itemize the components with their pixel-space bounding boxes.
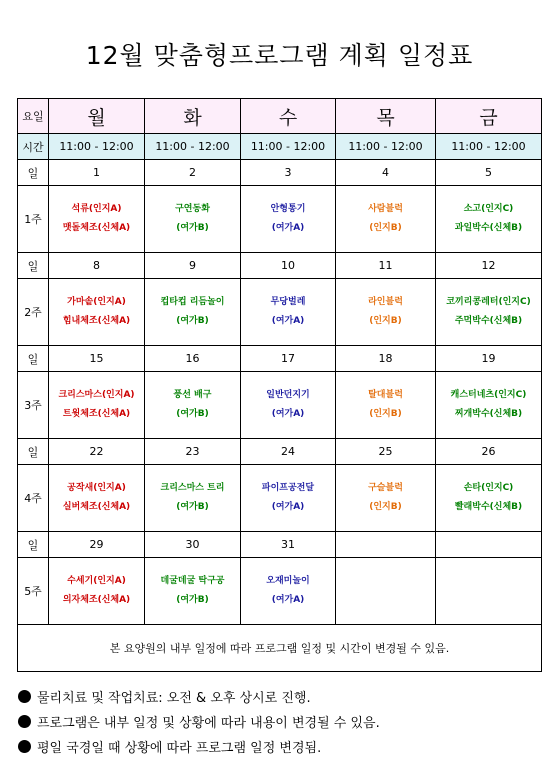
activity-cell	[49, 186, 145, 253]
time-row	[18, 134, 542, 160]
schedule-note: 본 요양원의 내부 일정에 따라 프로그램 일정 및 시간이 변경될 수 있음.	[18, 625, 542, 672]
activity-line: (여가B)	[176, 316, 209, 326]
time-label: 시간	[18, 134, 49, 160]
date-cell: 5	[436, 160, 542, 186]
activity-line: 의자체조(신체A)	[62, 595, 131, 605]
page-title: 12월 맞춤형프로그램 계획 일정표	[85, 41, 474, 70]
activity-line: 캐스터네츠(인지C)	[450, 390, 527, 400]
date-row	[18, 532, 542, 558]
date-cell: 17	[241, 346, 336, 372]
week-row	[18, 186, 542, 253]
date-cell: 4	[336, 160, 436, 186]
time-cell: 11:00 - 12:00	[436, 134, 542, 160]
activity-line: 주먹박수(신체B)	[454, 316, 523, 326]
date-cell: 19	[436, 346, 542, 372]
activity-line: 소고(인지C)	[463, 204, 514, 214]
activity-line: (인지B)	[369, 409, 402, 419]
activity-cell	[145, 279, 241, 346]
activity-cell	[241, 465, 336, 532]
activity-line: 실버체조(신체A)	[62, 502, 131, 512]
date-label: 일	[18, 253, 49, 279]
date-cell: 11	[336, 253, 436, 279]
activity-line: 무당벌레	[270, 297, 306, 307]
time-cell: 11:00 - 12:00	[145, 134, 241, 160]
activity-line: 컵타컵 리듬놀이	[160, 297, 225, 307]
date-row	[18, 253, 542, 279]
date-cell: 26	[436, 439, 542, 465]
activity-line: (여가B)	[176, 502, 209, 512]
day-label: 요일	[18, 99, 49, 134]
activity-line: (여가A)	[271, 223, 305, 233]
day-tue: 화	[145, 99, 241, 134]
date-cell	[336, 532, 436, 558]
activity-line: (여가B)	[176, 409, 209, 419]
activity-line: 안형통기	[270, 204, 306, 214]
date-cell: 15	[49, 346, 145, 372]
date-cell: 23	[145, 439, 241, 465]
activity-line: (여가A)	[271, 595, 305, 605]
activity-line: 오재미놀이	[266, 576, 310, 586]
activity-line: 데굴데굴 탁구공	[160, 576, 225, 586]
note-item	[18, 711, 380, 736]
activity-line: (여가B)	[176, 223, 209, 233]
activity-cell	[436, 186, 542, 253]
activity-line: (인지B)	[369, 223, 402, 233]
activity-line: 과일박수(신체B)	[454, 223, 523, 233]
note-item	[18, 686, 380, 711]
activity-line: 코끼리콩레터(인지C)	[446, 297, 531, 307]
activity-cell	[436, 372, 542, 439]
date-cell: 18	[336, 346, 436, 372]
day-header-row	[18, 99, 542, 134]
time-cell: 11:00 - 12:00	[336, 134, 436, 160]
activity-cell	[145, 465, 241, 532]
week-label: 3주	[18, 372, 49, 439]
activity-line: 찌개박수(신체B)	[454, 409, 523, 419]
day-wed: 수	[241, 99, 336, 134]
activity-cell	[49, 372, 145, 439]
date-label: 일	[18, 346, 49, 372]
date-cell: 30	[145, 532, 241, 558]
bullet-icon	[18, 690, 31, 703]
activity-cell	[49, 558, 145, 625]
week-row	[18, 558, 542, 625]
activity-line: (여가B)	[176, 595, 209, 605]
activity-line: 트윗체조(신체A)	[62, 409, 131, 419]
note-text: 물리치료 및 작업치료: 오전 & 오후 상시로 진행.	[37, 691, 311, 706]
date-cell: 16	[145, 346, 241, 372]
date-row	[18, 160, 542, 186]
note-row	[18, 625, 542, 672]
week-row	[18, 372, 542, 439]
time-cell: 11:00 - 12:00	[49, 134, 145, 160]
bullet-icon	[18, 715, 31, 728]
activity-line: 힘내체조(신체A)	[62, 316, 131, 326]
schedule-table	[17, 98, 542, 672]
activity-cell	[145, 186, 241, 253]
activity-line: 크리스마스 트리	[160, 483, 225, 493]
activity-line: 파이프공전달	[261, 483, 315, 493]
date-cell: 25	[336, 439, 436, 465]
activity-cell	[241, 558, 336, 625]
activity-cell	[49, 279, 145, 346]
activity-line: 구연동화	[175, 204, 210, 214]
note-item	[18, 736, 380, 761]
activity-cell	[436, 465, 542, 532]
activity-cell	[436, 279, 542, 346]
activity-cell	[241, 372, 336, 439]
date-cell: 31	[241, 532, 336, 558]
week-label: 5주	[18, 558, 49, 625]
activity-line: 맷돌체조(신체A)	[62, 223, 131, 233]
date-cell: 9	[145, 253, 241, 279]
activity-cell	[336, 186, 436, 253]
date-row	[18, 439, 542, 465]
note-text: 평일 국경일 때 상황에 따라 프로그램 일정 변경됨.	[37, 741, 322, 756]
activity-cell	[145, 558, 241, 625]
activity-line: 사람블럭	[368, 204, 403, 214]
date-label: 일	[18, 439, 49, 465]
activity-cell	[336, 558, 436, 625]
date-cell: 1	[49, 160, 145, 186]
activity-line: 크리스마스(인지A)	[58, 390, 135, 400]
activity-line: 가마솥(인지A)	[67, 297, 126, 307]
activity-cell	[49, 465, 145, 532]
activity-line: 빨래박수(신체B)	[454, 502, 523, 512]
activity-line: (여가A)	[271, 502, 305, 512]
activity-cell	[336, 372, 436, 439]
date-cell: 8	[49, 253, 145, 279]
activity-cell	[436, 558, 542, 625]
note-text: 프로그램은 내부 일정 및 상황에 따라 내용이 변경될 수 있음.	[37, 716, 380, 731]
date-cell: 2	[145, 160, 241, 186]
activity-cell	[336, 279, 436, 346]
day-mon: 월	[49, 99, 145, 134]
week-row	[18, 279, 542, 346]
activity-cell	[241, 186, 336, 253]
date-label: 일	[18, 160, 49, 186]
date-cell: 12	[436, 253, 542, 279]
date-row	[18, 346, 542, 372]
date-cell: 22	[49, 439, 145, 465]
week-label: 4주	[18, 465, 49, 532]
date-cell: 29	[49, 532, 145, 558]
activity-line: 라인블럭	[368, 297, 403, 307]
activity-line: 구슬블럭	[368, 483, 403, 493]
notes-list	[18, 686, 380, 761]
bullet-icon	[18, 740, 31, 753]
activity-line: (여가A)	[271, 409, 305, 419]
week-label: 1주	[18, 186, 49, 253]
activity-line: 탈대블럭	[368, 390, 403, 400]
week-label: 2주	[18, 279, 49, 346]
activity-cell	[336, 465, 436, 532]
activity-line: 공작새(인지A)	[67, 483, 126, 493]
time-cell: 11:00 - 12:00	[241, 134, 336, 160]
date-cell: 3	[241, 160, 336, 186]
activity-cell	[241, 279, 336, 346]
day-fri: 금	[436, 99, 542, 134]
activity-line: 손타(인지C)	[463, 483, 514, 493]
day-thu: 목	[336, 99, 436, 134]
date-cell: 24	[241, 439, 336, 465]
activity-line: 일반던지기	[266, 390, 310, 400]
activity-line: 석류(인지A)	[71, 204, 122, 214]
date-cell: 10	[241, 253, 336, 279]
activity-line: (여가A)	[271, 316, 305, 326]
activity-line: (인지B)	[369, 502, 402, 512]
activity-cell	[145, 372, 241, 439]
date-cell	[436, 532, 542, 558]
activity-line: (인지B)	[369, 316, 402, 326]
activity-line: 수세기(인지A)	[67, 576, 126, 586]
week-row	[18, 465, 542, 532]
date-label: 일	[18, 532, 49, 558]
activity-line: 풍선 배구	[173, 390, 212, 400]
